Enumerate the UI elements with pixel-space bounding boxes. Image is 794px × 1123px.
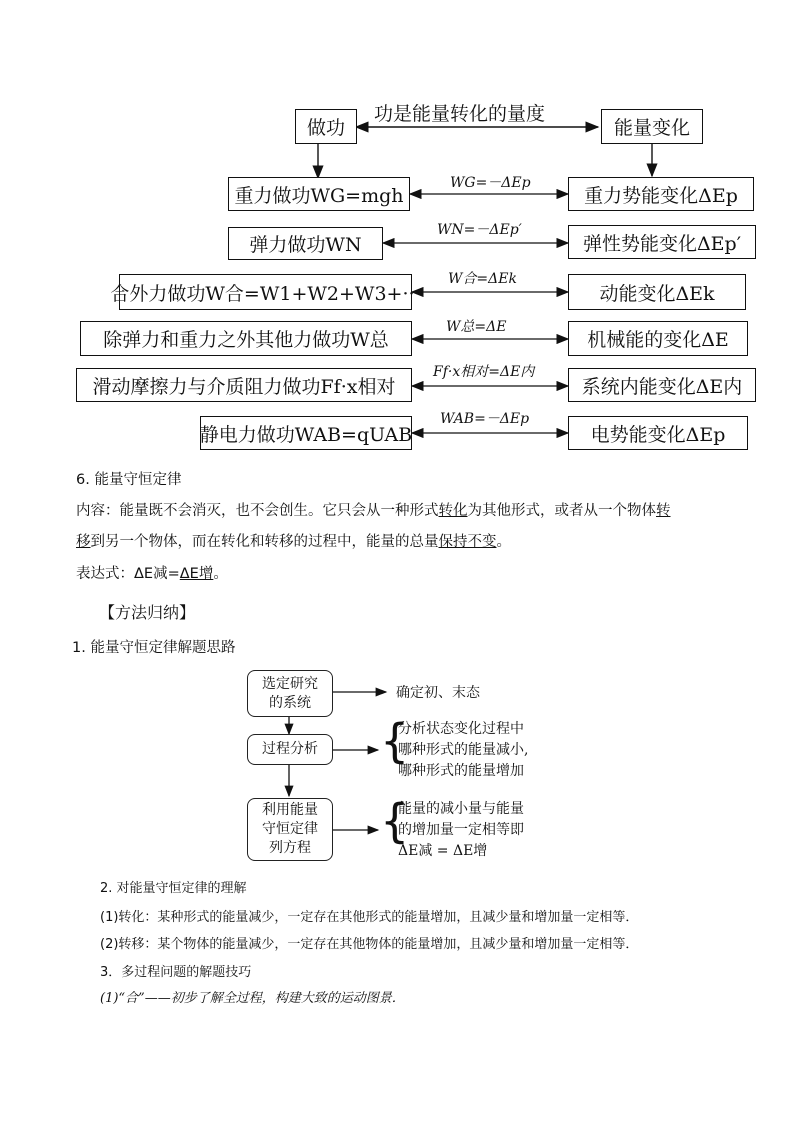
point-3a: (1)“合”——初步了解全过程，构建大致的运动图景． (100, 991, 405, 1006)
flow-out-analysis (398, 719, 528, 782)
content-underline-constant: 保持不变 (438, 534, 497, 550)
method-heading: 【方法归纳】 (99, 603, 196, 622)
flow-out-analysis-line-1: 分析状态变化过程中 (398, 721, 524, 737)
expression-lhs: ΔE减 (134, 566, 168, 582)
flow-out-equation (398, 799, 524, 862)
expression-end: 。 (213, 566, 228, 582)
box-electric-work: 静电力做功WAB=qUAB (200, 416, 412, 450)
expression-label: 表达式： (76, 566, 134, 582)
flow-box-energy-equation: 利用能量 守恒定律 列方程 (247, 798, 333, 861)
flow-out-equation-line-3: ΔE减 = ΔE增 (398, 843, 488, 859)
point-2-title: 2. 对能量守恒定律的理解 (100, 881, 247, 896)
rel-other-force: W总=ΔE (446, 319, 507, 335)
flow-out-equation-line-2: 的增加量一定相等即 (398, 822, 524, 838)
top-arrow-label: 功是能量转化的量度 (374, 103, 546, 125)
rel-electric: WAB=－ΔEp (440, 411, 530, 427)
expression-eq: = (167, 566, 180, 582)
flow-out-initial-final-state: 确定初、末态 (396, 685, 480, 701)
box-friction-work: 滑动摩擦力与介质阻力做功Ff·x相对 (76, 368, 412, 402)
flow-brace-2: { (380, 714, 410, 768)
point-2b: (2)转移：某个物体的能量减少，一定存在其他物体的能量增加，且减少量和增加量一定相等． (100, 937, 639, 952)
flow-out-analysis-line-2: 哪种形式的能量减小, (398, 742, 529, 758)
content-prefix: 内容：能量既不会消灭，也不会创生。它只会从一种形式 (76, 503, 439, 519)
box-mech-energy-change: 机械能的变化ΔE (568, 321, 748, 356)
section-title: 6. 能量守恒定律 (76, 472, 182, 488)
flow-out-analysis-line-3: 哪种形式的能量增加 (398, 763, 524, 779)
box-elastic-pe-change: 弹性势能变化ΔEp′ (568, 225, 756, 259)
method-item-1: 1. 能量守恒定律解题思路 (72, 640, 236, 656)
box-ke-change: 动能变化ΔEk (568, 274, 746, 310)
flow-box-select-system: 选定研究 的系统 (247, 670, 333, 717)
expression-rhs: ΔE增 (179, 566, 214, 582)
box-net-force-work: 合外力做功W合=W1+W2+W3+··· (119, 274, 412, 310)
box-energy-change: 能量变化 (601, 109, 703, 144)
content-end: 。 (496, 534, 511, 550)
expression-line (76, 562, 228, 583)
content-line-1 (76, 499, 671, 520)
content-line-2 (76, 530, 511, 551)
content-mid: 为其他形式，或者从一个物体 (467, 503, 656, 519)
flow-out-equation-line-1: 能量的减小量与能量 (398, 801, 524, 817)
box-doing-work: 做功 (295, 109, 357, 144)
point-2a: (1)转化：某种形式的能量减少，一定存在其他形式的能量增加，且减少量和增加量一定相等． (100, 910, 639, 925)
box-internal-energy-change: 系统内能变化ΔE内 (568, 368, 756, 402)
box-electric-pe-change: 电势能变化ΔEp (568, 416, 748, 450)
box-gravity-pe-change: 重力势能变化ΔEp (568, 177, 754, 211)
content-underline-transfer-a: 转 (656, 503, 671, 519)
box-gravity-work: 重力做功WG=mgh (228, 177, 410, 211)
box-elastic-work: 弹力做功WN (228, 227, 383, 260)
content-underline-transform: 转化 (438, 503, 468, 519)
rel-net-force: W合=ΔEk (448, 271, 517, 287)
box-other-force-work: 除弹力和重力之外其他力做功W总 (80, 321, 412, 356)
rel-friction: Ff·x相对=ΔE内 (433, 364, 535, 380)
flow-box-process-analysis: 过程分析 (247, 734, 333, 765)
content-underline-transfer-b: 移 (76, 534, 91, 550)
rel-elastic: WN=－ΔEp′ (437, 222, 522, 238)
content-rest: 到另一个物体，而在转化和转移的过程中，能量的总量 (90, 534, 439, 550)
flow-brace-3: { (380, 794, 410, 848)
point-3-title: 3．多过程问题的解题技巧 (100, 965, 252, 980)
rel-gravity: WG=－ΔEp (450, 175, 531, 191)
